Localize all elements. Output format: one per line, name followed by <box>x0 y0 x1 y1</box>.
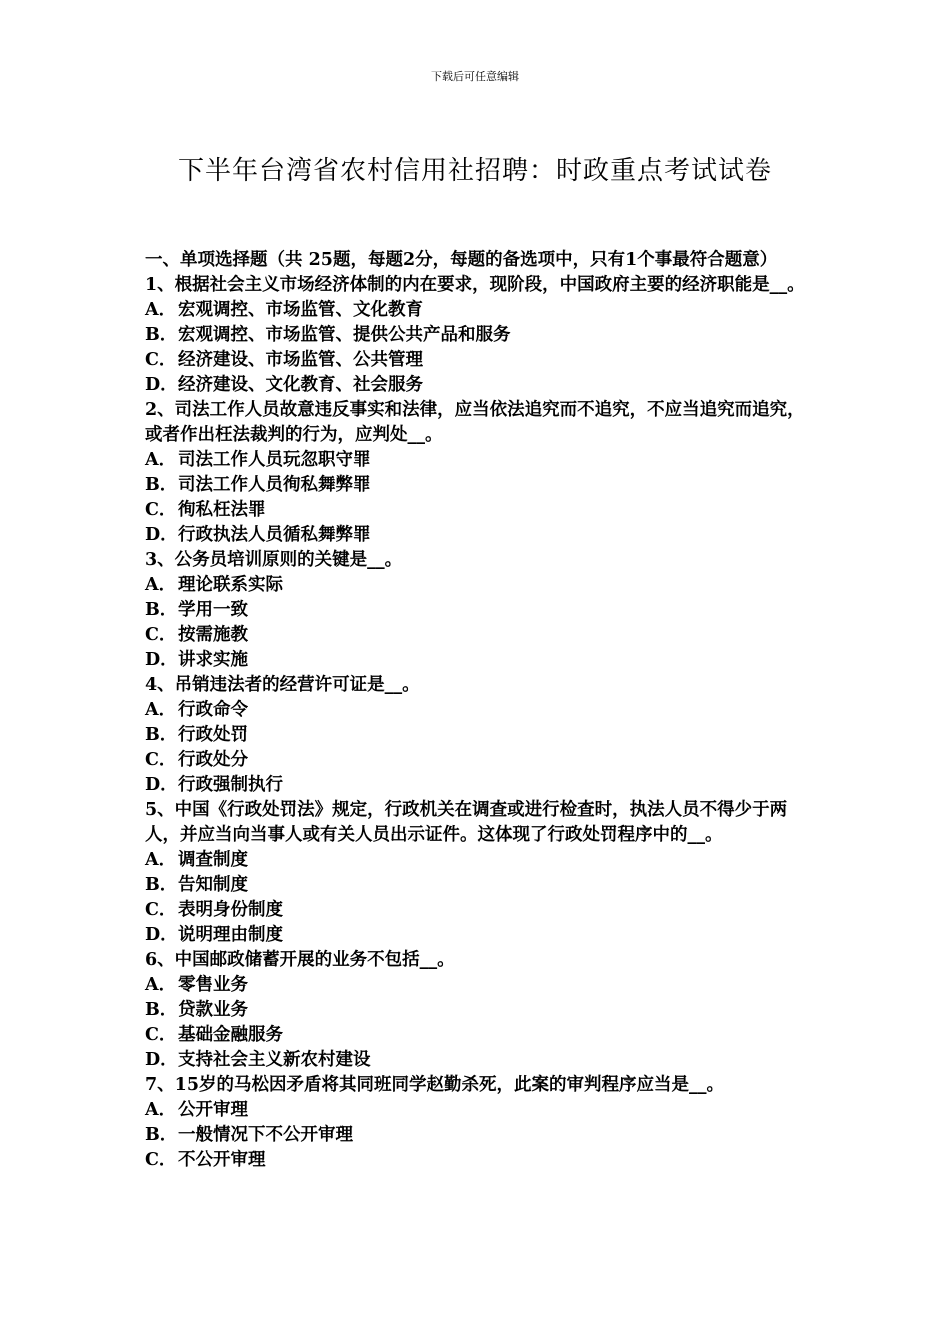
option-text: 按需施教 <box>178 625 248 645</box>
option-letter: B． <box>145 600 178 620</box>
option-text: 经济建设、文化教育、社会服务 <box>178 375 423 395</box>
question-option <box>145 1098 810 1123</box>
option-text: 行政执法人员循私舞弊罪 <box>178 525 371 545</box>
question-option <box>145 723 810 748</box>
option-text: 讲求实施 <box>178 650 248 670</box>
option-text: 零售业务 <box>178 975 248 995</box>
option-text: 行政强制执行 <box>178 775 283 795</box>
option-text: 经济建设、市场监管、公共管理 <box>178 350 423 370</box>
question-option <box>145 1123 810 1148</box>
option-text: 学用一致 <box>178 600 248 620</box>
option-text: 行政处罚 <box>178 725 248 745</box>
option-letter: A． <box>145 975 177 995</box>
option-text: 基础金融服务 <box>178 1025 283 1045</box>
question-option <box>145 923 810 948</box>
option-letter: C． <box>145 625 177 645</box>
question-option <box>145 848 810 873</box>
question-option <box>145 523 810 548</box>
option-letter: B． <box>145 725 178 745</box>
question-option <box>145 698 810 723</box>
option-letter: C． <box>145 1150 177 1170</box>
option-letter: C． <box>145 350 177 370</box>
option-text: 说明理由制度 <box>178 925 283 945</box>
option-text: 表明身份制度 <box>178 900 283 920</box>
option-letter: C． <box>145 750 177 770</box>
option-letter: A． <box>145 1100 177 1120</box>
option-letter: B． <box>145 875 178 895</box>
option-letter: C． <box>145 900 177 920</box>
header-note: 下载后可任意编辑 <box>431 70 519 83</box>
option-text: 支持社会主义新农村建设 <box>178 1050 371 1070</box>
option-letter: D． <box>145 525 178 545</box>
question-option <box>145 573 810 598</box>
option-letter: A． <box>145 575 177 595</box>
question-stem: 6、中国邮政储蓄开展的业务不包括__。 <box>145 950 455 970</box>
question-option <box>145 298 810 323</box>
option-letter: D． <box>145 775 178 795</box>
option-text: 调查制度 <box>178 850 248 870</box>
option-letter: D． <box>145 925 178 945</box>
option-text: 告知制度 <box>178 875 248 895</box>
question-stem: 1、根据社会主义市场经济体制的内在要求，现阶段，中国政府主要的经济职能是__。 <box>145 275 805 295</box>
question-option <box>145 998 810 1023</box>
question-option <box>145 773 810 798</box>
exam-content <box>145 248 810 1173</box>
option-text: 行政处分 <box>178 750 248 770</box>
option-text: 不公开审理 <box>178 1150 266 1170</box>
option-text: 一般情况下不公开审理 <box>178 1125 353 1145</box>
option-text: 公开审理 <box>178 1100 248 1120</box>
option-text: 行政命令 <box>178 700 248 720</box>
question-option <box>145 473 810 498</box>
option-letter: B． <box>145 1000 178 1020</box>
option-letter: C． <box>145 1025 177 1045</box>
question-option <box>145 498 810 523</box>
question-option <box>145 373 810 398</box>
option-letter: D． <box>145 650 178 670</box>
question-option <box>145 748 810 773</box>
question-option <box>145 1148 810 1173</box>
option-text: 宏观调控、市场监管、提供公共产品和服务 <box>178 325 511 345</box>
question-option <box>145 623 810 648</box>
question-option <box>145 1023 810 1048</box>
option-text: 贷款业务 <box>178 1000 248 1020</box>
option-letter: B． <box>145 475 178 495</box>
option-letter: A． <box>145 700 177 720</box>
question-stem: 5、中国《行政处罚法》规定，行政机关在调查或进行检查时，执法人员不得少于两人，并应当向当事人或有关人员出示证件。这体现了行政处罚程序中的__。 <box>145 800 788 845</box>
page-title: 下半年台湾省农村信用社招聘：时政重点考试试卷 <box>177 156 772 186</box>
option-text: 司法工作人员徇私舞弊罪 <box>178 475 371 495</box>
question-option <box>145 648 810 673</box>
question-option <box>145 873 810 898</box>
question-option <box>145 598 810 623</box>
question-stem: 7、15岁的马松因矛盾将其同班同学赵勤杀死，此案的审判程序应当是__。 <box>145 1075 725 1095</box>
option-letter: B． <box>145 325 178 345</box>
question-option <box>145 348 810 373</box>
question-stem: 3、公务员培训原则的关键是__。 <box>145 550 403 570</box>
option-letter: B． <box>145 1125 178 1145</box>
option-letter: D． <box>145 375 178 395</box>
question-option <box>145 973 810 998</box>
option-letter: A． <box>145 850 177 870</box>
question-stem: 2、司法工作人员故意违反事实和法律，应当依法追究而不追究，不应当追究而追究，或者作出枉法裁判的行为，应判处__。 <box>145 400 805 445</box>
option-text: 理论联系实际 <box>178 575 283 595</box>
option-text: 徇私枉法罪 <box>178 500 266 520</box>
option-text: 宏观调控、市场监管、文化教育 <box>178 300 423 320</box>
option-letter: C． <box>145 500 177 520</box>
question-option <box>145 1048 810 1073</box>
question-option <box>145 448 810 473</box>
question-stem: 4、吊销违法者的经营许可证是__。 <box>145 675 420 695</box>
option-letter: D． <box>145 1050 178 1070</box>
option-letter: A． <box>145 300 177 320</box>
option-text: 司法工作人员玩忽职守罪 <box>178 450 371 470</box>
section-heading: 一、单项选择题（共 25题，每题2分，每题的备选项中，只有1个事最符合题意） <box>145 250 778 270</box>
question-option <box>145 323 810 348</box>
option-letter: A． <box>145 450 177 470</box>
question-option <box>145 898 810 923</box>
